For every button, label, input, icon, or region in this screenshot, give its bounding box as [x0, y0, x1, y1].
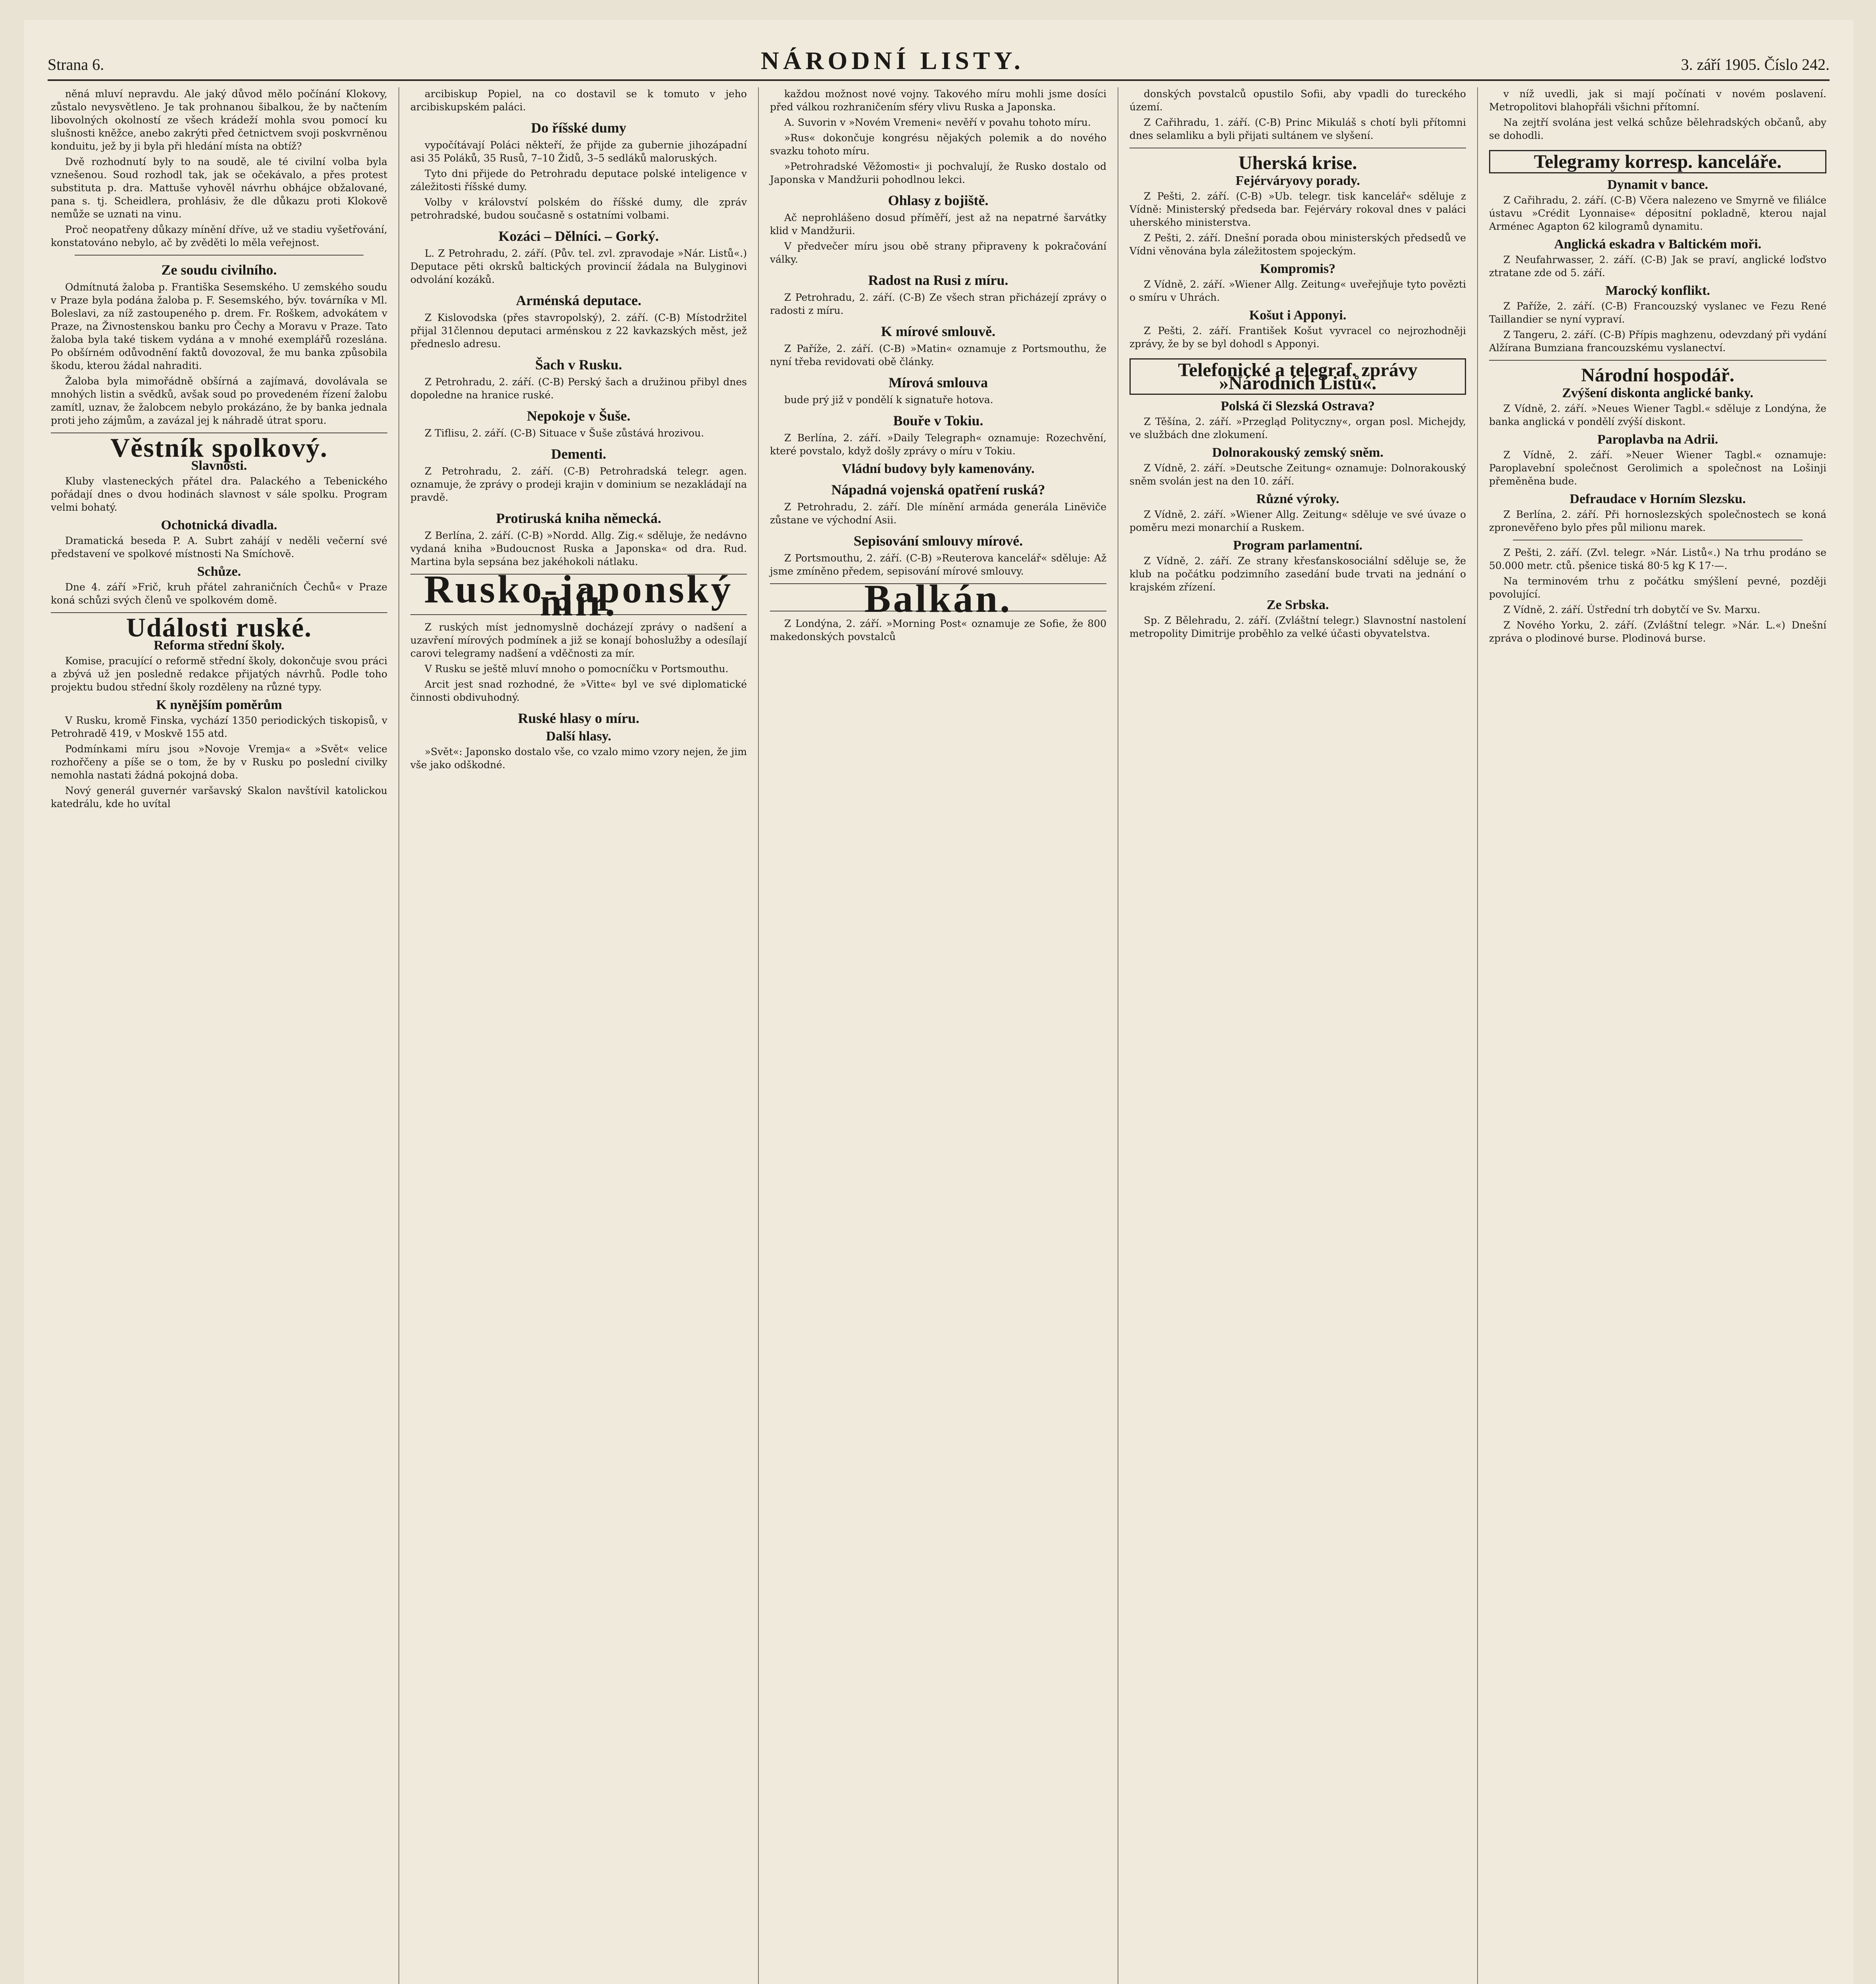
paragraph: Dvě rozhodnutí byly to na soudě, ale té civilní volba byla vznešenou. Soud rozhodl tak, jak se očekávalo, a přes protest substituta p. dra. Mattuše vyhověl návrhu obhájce obžalované, pana s. tj. Scheidlera, prohlásiv, že dle důkazu proti Klokově nemůže se uznati na vinu. [51, 156, 387, 220]
paragraph: Z Petrohradu, 2. září. (C-B) Petrohradská telegr. agen. oznamuje, že zprávy o prodeji krajin v dominium se nezakládají na pravdě. [410, 465, 747, 503]
section-heading: Protiruská kniha německá. [496, 510, 662, 526]
paragraph: Z Pešti, 2. září. Dnešní porada obou ministerských předsedů ve Vídni věnována byla záležitostem spojeckým. [1129, 232, 1466, 257]
paragraph: Z ruských míst jednomyslně docházejí zprávy o nadšení a uzavření mírových podmínek a již se konají bohoslužby a odesílají carovi telegramy nadšení a vděčnosti za mír. [410, 621, 747, 659]
subheading: Marocký konflikt. [1605, 283, 1710, 298]
paragraph: Z Pešti, 2. září. (C-B) »Ub. telegr. tisk kancelář« sděluje z Vídně: Ministerský předseda bar. Fejérváry rokoval dnes v paláci uherského ministerstva. [1129, 190, 1466, 228]
section-heading: Radost na Rusi z míru. [868, 272, 1008, 288]
paragraph: Nový generál guvernér varšavský Skalon navštívil katolickou katedrálu, kde ho uvítal [51, 785, 387, 809]
paragraph: Ač neprohlášeno dosud příměří, jest až na nepatrné šarvátky klid v Mandžurii. [770, 212, 1106, 236]
paragraph: Z Petrohradu, 2. září. Dle mínění armáda generála Linëviče zůstane ve východní Asii. [770, 501, 1106, 526]
paragraph: Z Nového Yorku, 2. září. (Zvláštní telegr. »Nár. L.«) Dnešní zpráva o plodinové burse. Plodinová burse. [1489, 619, 1826, 644]
section-heading: Kozáci – Dělníci. – Gorký. [498, 228, 659, 244]
section-heading: Bouře v Tokiu. [893, 413, 983, 429]
section-heading: Rusko-japonský mír. [424, 567, 733, 624]
paragraph: vypočítávají Poláci někteří, že přijde za gubernie jihozápadní asi 35 Poláků, 35 Rusů, 7–10 Židů, 3–5 sedláků maloruských. [410, 139, 747, 164]
subheading: Dolnorakouský zemský sněm. [1212, 445, 1383, 460]
section-heading: Ohlasy z bojiště. [888, 192, 989, 208]
section-heading: Dementi. [551, 446, 606, 462]
subheading: Různé výroky. [1256, 492, 1339, 506]
paragraph: Z Vídně, 2. září. Ústřední trh dobytčí ve Sv. Marxu. [1503, 604, 1761, 615]
text-columns [40, 87, 1838, 1984]
section-heading: Šach v Rusku. [535, 357, 622, 373]
column-1 [40, 87, 399, 1984]
column-4 [1118, 87, 1478, 1984]
paragraph: Z Vídně, 2. září. »Wiener Allg. Zeitung« sděluje ve své úvaze o poměru mezi monarchií a Ruskem. [1129, 509, 1466, 533]
paragraph: »Svět«: Japonsko dostalo vše, co vzalo mimo vzory nejen, že jim vše jako odškodné. [410, 746, 747, 771]
page-number: Strana 6. [48, 56, 104, 73]
subheading: Paroplavba na Adrii. [1597, 432, 1718, 447]
paragraph: Z Cařihradu, 2. září. (C-B) Včera nalezeno ve Smyrně ve filiálce ústavu »Crédit Lyonnaise« dépositní pokladně, kterou najal Arménec Agapton 62 kilogramů dynamitu. [1489, 194, 1826, 232]
paragraph: Z Petrohradu, 2. září. (C-B) Ze všech stran přicházejí zprávy o radosti z míru. [770, 292, 1106, 316]
section-heading: K mírové smlouvě. [881, 323, 996, 339]
paragraph: Z Vídně, 2. září. »Neues Wiener Tagbl.« sděluje z Londýna, že banka anglická v pondělí zvýší diskont. [1489, 403, 1826, 427]
paragraph: Z Pešti, 2. září. František Košut vyvracel co nejrozhodněji zprávy, že by se byl dohodl s Apponyi. [1129, 325, 1466, 350]
subheading: Košut i Apponyi. [1249, 308, 1347, 323]
paragraph: Dramatická beseda P. A. Subrt zahájí v neděli večerní své představení ve spolkové místnosti Na Smíchově. [51, 535, 387, 559]
subheading: Kompromis? [1260, 261, 1336, 276]
paragraph: Z Berlína, 2. září. (C-B) »Nordd. Allg. Zig.« sděluje, že nedávno vydaná kniha »Budoucnost Ruska a Japonska« od dra. Rud. Martina byla sepsána bez jakéhokoli nátlaku. [410, 530, 747, 567]
paragraph: A. Suvorin v »Novém Vremeni« nevěří v povahu tohoto míru. [784, 117, 1091, 128]
section-heading: Telefonické a telegraf. zprávy »Národních Listů«. [1129, 358, 1466, 395]
subheading: Slavnosti. [191, 458, 247, 473]
section-heading: Mírová smlouva [888, 375, 988, 390]
paragraph: bude prý již v pondělí k signatuře hotova. [784, 394, 993, 406]
paragraph: Z Pešti, 2. září. (Zvl. telegr. »Nár. Listů«.) Na trhu prodáno se 50.000 metr. ctů. pšenice tiská 80·5 kg K 17·—. [1489, 547, 1826, 571]
subheading: Reforma střední školy. [154, 638, 285, 653]
subheading: Ze Srbska. [1266, 598, 1329, 612]
paragraph: Z Vídně, 2. září. »Deutsche Zeitung« oznamuje: Dolnorakouský sněm svolán jest na den 10. září. [1129, 462, 1466, 487]
paragraph: Arcit jest snad rozhodné, že »Vitte« byl ve své diplomatické činnosti obdivuhodný. [410, 679, 747, 703]
paragraph: Z Vídně, 2. září. »Wiener Allg. Zeitung« uveřejňuje tyto povězti o smíru v Uhrách. [1129, 279, 1466, 303]
paragraph: Z Cařihradu, 1. září. (C-B) Princ Mikuláš s chotí byli přítomni dnes selamliku a byli přijati sultánem ve slyšení. [1129, 117, 1466, 141]
paragraph: V předvečer míru jsou obě strany připraveny k pokračování války. [770, 240, 1106, 265]
subheading: Vládní budovy byly kamenovány. [842, 461, 1035, 476]
paragraph: Z Neufahrwasser, 2. září. (C-B) Jak se praví, anglické loďstvo ztratane zde od 5. září. [1489, 254, 1826, 279]
paragraph: L. Z Petrohradu, 2. září. (Pův. tel. zvl. zpravodaje »Nár. Listů«.) Deputace pěti okrsků baltických provincií žádala na Bulyginovi odvolání kozáků. [410, 248, 747, 285]
divider [1489, 360, 1826, 361]
subheading: Schůze. [197, 564, 241, 579]
paragraph: Z Vídně, 2. září. Ze strany křesťanskosociální sděluje se, že klub na počátku podzimního zasedání bude trvati na jednání o krajském zřízení. [1129, 555, 1466, 593]
section-heading: Uherská krise. [1238, 152, 1357, 173]
paragraph: Dne 4. září »Frič, kruh přátel zahraničních Čechů« v Praze koná schůzi svých členů ve spolkovém domě. [51, 581, 387, 606]
section-heading: Do říšské dumy [531, 120, 627, 136]
subheading: Další hlasy. [546, 729, 612, 744]
paragraph: Z Kislovodska (přes stavropolský), 2. září. (C-B) Místodržitel přijal 31člennou deputaci arménskou z 22 kavkazských měst, jež předneslo adresu. [410, 312, 747, 350]
column-3 [759, 87, 1118, 1984]
paragraph: každou možnost nové vojny. Takového míru mohli jsme dosíci před válkou rozhraničením sféry vlivu Ruska a Japonska. [770, 88, 1106, 113]
masthead [48, 36, 1830, 81]
issue-date: 3. září 1905. Číslo 242. [1681, 56, 1830, 73]
section-heading: Národní hospodář. [1581, 365, 1734, 386]
column-2 [399, 87, 759, 1984]
section-heading: Věstník spolkový. [110, 433, 328, 463]
subheading: K nynějším poměrům [156, 698, 282, 712]
subheading: Zvýšení diskonta anglické banky. [1562, 386, 1753, 400]
paragraph: Z Londýna, 2. září. »Morning Post« oznamuje ze Sofie, že 800 makedonských povstalců [770, 618, 1106, 642]
paragraph: Z Paříže, 2. září. (C-B) Francouzský vyslanec ve Fezu René Taillandier se nyní vypraví. [1489, 300, 1826, 325]
paragraph: »Rus« dokončuje kongrésu nějakých polemik a do nového svazku tohoto míru. [770, 132, 1106, 157]
section-heading: Události ruské. [126, 612, 312, 642]
paragraph: Volby v království polském do říšské dumy, dle zpráv petrohradské, budou současně s ostatními volbami. [410, 196, 747, 221]
paragraph: Z Berlína, 2. září. Při hornoslezských společnostech se koná zpronevěřeno bylo přes půl milionu marek. [1489, 509, 1826, 533]
subheading: Program parlamentní. [1233, 538, 1363, 553]
column-5 [1478, 87, 1838, 1984]
paragraph: v níž uvedli, jak si mají počínati v novém poslavení. Metropolitovi blahopřáli všichni přítomní. [1489, 88, 1826, 113]
paragraph: Na terminovém trhu z počátku smýšlení pevné, později povolující. [1489, 575, 1826, 600]
paragraph: donských povstalců opustilo Sofii, aby vpadli do tureckého území. [1129, 88, 1466, 113]
subheading: Defraudace v Horním Slezsku. [1570, 492, 1746, 506]
paragraph: Tyto dni přijede do Petrohradu deputace polské inteligence v záležitosti říšské dumy. [410, 168, 747, 192]
paragraph: Z Vídně, 2. září. »Neuer Wiener Tagbl.« oznamuje: Paroplavební společnost Gerolimich a společnost na Lošinji přeměněna bude. [1489, 449, 1826, 487]
section-heading: Ruské hlasy o míru. [518, 710, 640, 726]
paragraph: Na zejtří svolána jest velká schůze bělehradských občanů, aby se dohodli. [1489, 117, 1826, 141]
newspaper-title: NÁRODNÍ LISTY. [760, 46, 1024, 75]
paragraph: V Rusku, kromě Finska, vychází 1350 periodických tiskopisů, v Petrohradě 419, v Moskvě 155 atd. [51, 715, 387, 739]
paragraph: V Rusku se ještě mluví mnoho o pomocníčku v Portsmouthu. [425, 663, 729, 675]
paragraph: Žaloba byla mimořádně obšírná a zajímavá, dovolávala se mnohých listin a svědků, avšak soud po provedeném řízení žalobu zamítl, uznav, že žalobcem nebylo prokázáno, že by banka jednala proti jeho zájmům, a zavázal jej k náhradě útrat sporu. [51, 375, 387, 426]
section-heading: Balkán. [864, 577, 1012, 621]
paragraph: Proč neopatřeny důkazy mínění dříve, už ve stadiu vyšetřování, konstatováno nebylo, ač by zvěděti lo měla veřejnost. [51, 224, 387, 248]
paragraph: něná mluví nepravdu. Ale jaký důvod mělo počínání Klokovy, zůstalo nevysvětleno. Je tak prohnanou šibalkou, že by načtením libovolných okolností ze všech krádeží mohla svou pomocí ku slušnosti kněžce, anebo zakrýti před četnictvem svoji poskvrněnou konduitu, jež by ji byla při hledání místa na obtíž? [51, 88, 387, 152]
subheading: Ochotnická divadla. [161, 518, 277, 533]
paragraph: Kluby vlasteneckých přátel dra. Palackého a Tebenického pořádají dnes o dvou hodinách slavnost v sále spolku. Program velmi bohatý. [51, 475, 387, 513]
paragraph: Sp. Z Bělehradu, 2. září. (Zvláštní telegr.) Slavnostní nastolení metropolity Dimitrije proběhlo za velké účasti obyvatelstva. [1129, 615, 1466, 639]
paragraph: Z Portsmouthu, 2. září. (C-B) »Reuterova kancelář« sděluje: Až jsme zmíněno předem, sepisování mírové smlouvy. [770, 552, 1106, 577]
section-heading: Nápadná vojenská opatření ruská? [831, 482, 1045, 498]
subheading: Fejérváryovy porady. [1235, 173, 1360, 188]
subheading: Anglická eskadra v Baltickém moři. [1554, 237, 1762, 252]
paragraph: Odmítnutá žaloba p. Františka Sesemského. U zemského soudu v Praze byla podána žaloba p. F. Sesemského, býv. továrníka v Ml. Boleslavi, za níž zastoupeného p. drem. Fr. Roškem, advokátem v Praze, na Živnostenskou banku pro Čechy a Moravu v Praze. Tato žaloba byla také tiskem vydána a v mnohé exemplářů rozeslána. Po obšírném odůvodnění faktů dovozoval, že mu banka způsobila škodu, kterou žádal nahraditi. [51, 281, 387, 371]
paragraph: Z Berlína, 2. září. »Daily Telegraph« oznamuje: Rozechvění, které povstalo, když došly zprávy o míru v Tokiu. [770, 432, 1106, 457]
paragraph: Z Tiflisu, 2. září. (C-B) Situace v Šuše zůstává hrozivou. [425, 427, 704, 439]
section-heading: Nepokoje v Šuše. [527, 408, 631, 424]
subheading: Dynamit v bance. [1607, 177, 1709, 192]
section-heading: Sepisování smlouvy mírové. [853, 533, 1023, 549]
paragraph: »Petrohradské Věžomosti« ji pochvalují, že Rusko dostalo od Japonska v Mandžurii pohodlnou lekci. [770, 161, 1106, 185]
paragraph: Z Petrohradu, 2. září. (C-B) Perský šach a družinou přibyl dnes dopoledne na hranice ruské. [410, 376, 747, 401]
newspaper-page [24, 20, 1853, 1984]
section-heading: Telegramy korresp. kanceláře. [1489, 150, 1826, 173]
subheading: Polská či Slezská Ostrava? [1220, 399, 1375, 413]
section-heading: Arménská deputace. [516, 292, 641, 308]
paragraph: Podmínkami míru jsou »Novoje Vremja« a »Svět« velice rozhořčeny a píše se o tom, že by v Rusku po poslední civilky nemohla nastati žádná pokojná doba. [51, 743, 387, 781]
paragraph: Komise, pracující o reformě střední školy, dokončuje svou práci a zbývá už jen posledně redakce přijatých návrhů. Podle toho projektu budou střední školy rozděleny na různé typy. [51, 655, 387, 693]
divider [75, 255, 364, 256]
section-heading: Ze soudu civilního. [161, 262, 277, 278]
paragraph: Z Paříže, 2. září. (C-B) »Matin« oznamuje z Portsmouthu, že nyní třeba revidovati obě články. [770, 343, 1106, 367]
paragraph: Z Tangeru, 2. září. (C-B) Přípis maghzenu, odevzdaný při vydání Alžírana Bumziana francouzskému vyslanectví. [1489, 329, 1826, 354]
paragraph: arcibiskup Popiel, na co dostavil se k tomuto v jeho arcibiskupském paláci. [410, 88, 747, 113]
paragraph: Z Těšína, 2. září. »Przegląd Polityczny«, organ posl. Michejdy, ve službách dne zlokumení. [1129, 416, 1466, 440]
